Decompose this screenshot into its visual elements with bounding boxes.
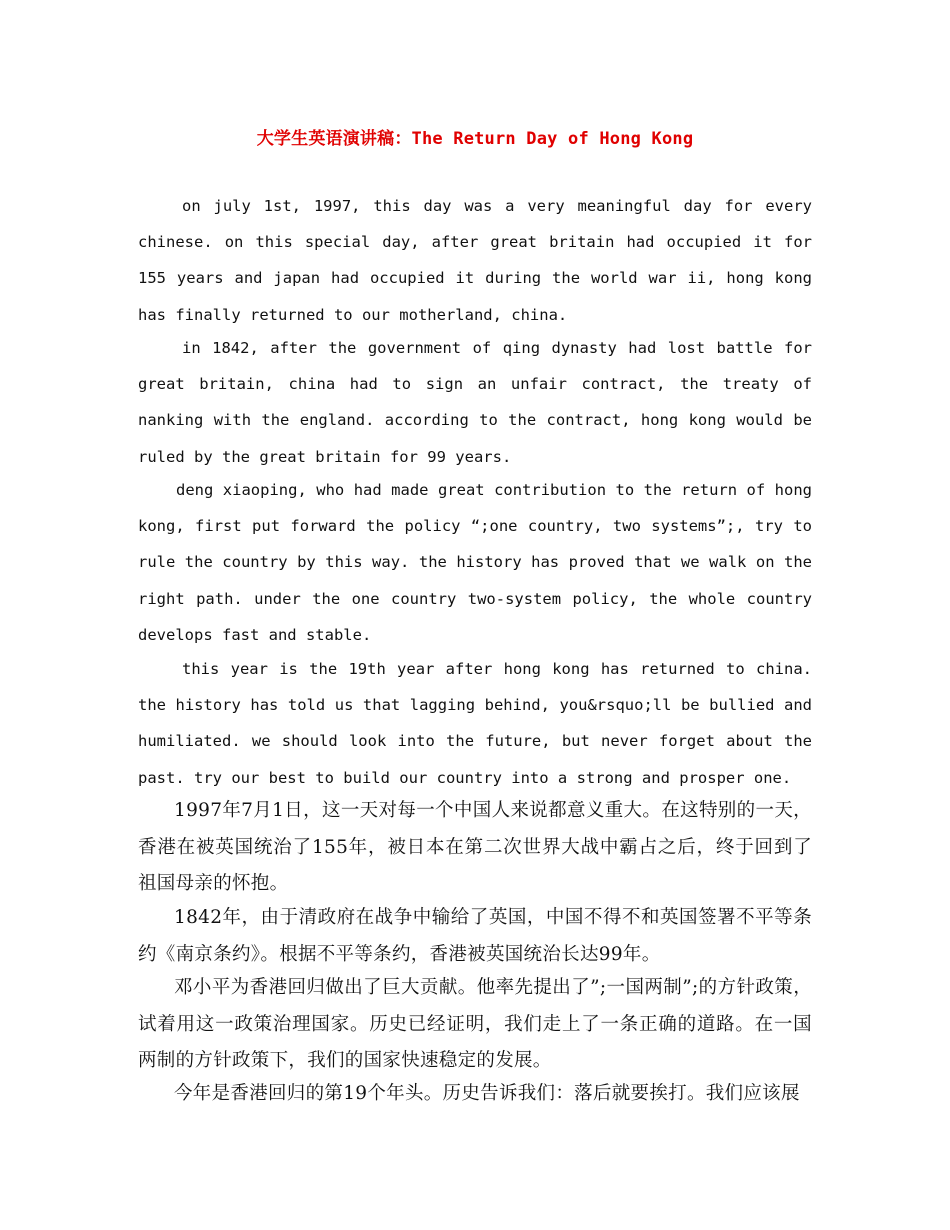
chinese-paragraph-1: 1997年7月1日，这一天对每一个中国人来说都意义重大。在这特别的一天，香港在被英国统治了155年，被日本在第二次世界大战中霸占之后，终于回到了祖国母亲的怀抱。	[138, 800, 812, 894]
chinese-paragraph-4: 今年是香港回归的第19个年头。历史告诉我们：落后就要挨打。我们应该展	[174, 1083, 800, 1104]
english-paragraph-3: deng xiaoping, who had made great contribution to the return of hong kong, first put forward the policy “;one country, two systems”;, try to rule the country by this way. the history has proved that we walk on the right path. under the one country two-system policy, the whole country develops fast and stable.	[138, 481, 812, 644]
chinese-paragraph-2: 1842年，由于清政府在战争中输给了英国，中国不得不和英国签署不平等条约《南京条约》。根据不平等条约，香港被英国统治长达99年。	[138, 907, 812, 965]
english-paragraph-2: in 1842, after the government of qing dynasty had lost battle for great britain, china had to sign an unfair contract, the treaty of nanking with the england. according to the contract, hong kong would be ruled by the great britain for 99 years.	[138, 339, 812, 466]
english-paragraph-4: this year is the 19th year after hong kong has returned to china. the history has told us that lagging behind, you&rsquo;ll be bullied and humiliated. we should look into the future, but never forget about the past. try our best to build our country into a strong and prosper one.	[138, 660, 812, 787]
english-paragraph-1: on july 1st, 1997, this day was a very meaningful day for every chinese. on this special day, after great britain had occupied it for 155 years and japan had occupied it during the world war ii, hong kong has finally returned to our motherland, china.	[138, 197, 812, 324]
chinese-paragraph-3: 邓小平为香港回归做出了巨大贡献。他率先提出了”;一国两制”;的方针政策，试着用这一政策治理国家。历史已经证明，我们走上了一条正确的道路。在一国两制的方针政策下，我们的国家快速稳定的发展。	[138, 977, 812, 1071]
document-title: 大学生英语演讲稿：The Return Day of Hong Kong	[256, 129, 694, 149]
